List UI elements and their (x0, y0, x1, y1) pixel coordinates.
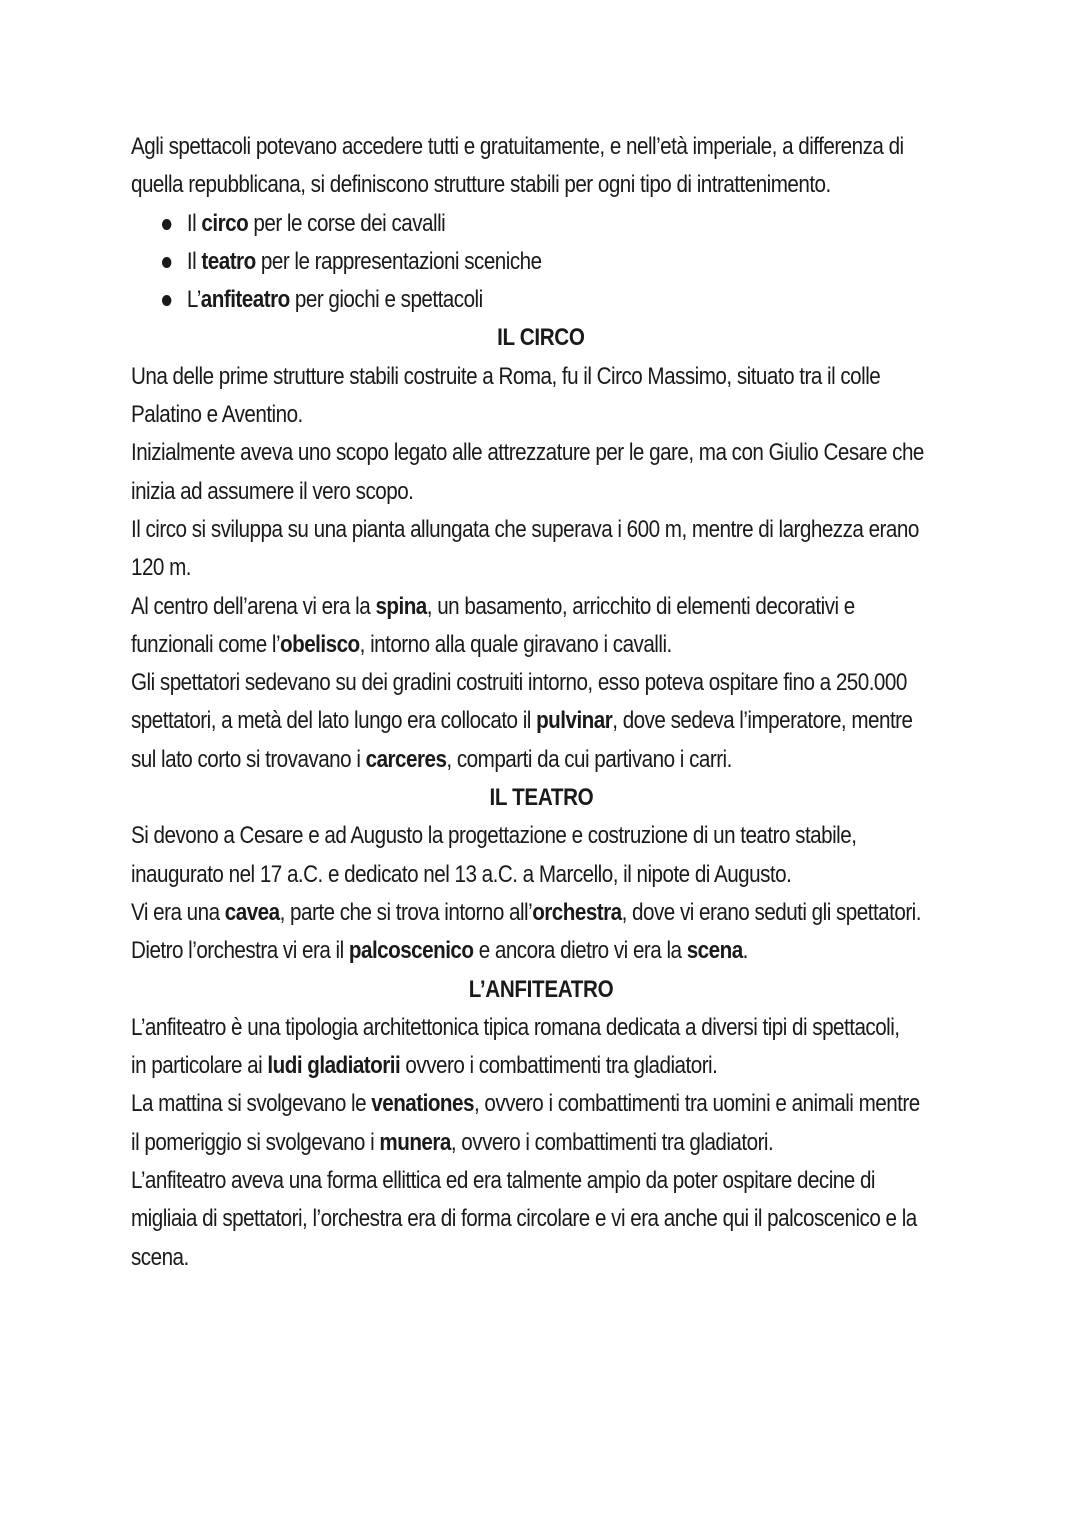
intro-line-2: quella repubblicana, si definiscono strutture stabili per ogni tipo di intrattenimento. (131, 171, 831, 199)
term: palcoscenico (348, 937, 474, 965)
term: scena (686, 937, 743, 965)
term: orchestra (532, 898, 622, 926)
paragraph-line: 120 m. (131, 554, 192, 582)
section-heading-teatro: IL TEATRO (489, 784, 593, 812)
term: cavea (224, 898, 280, 926)
paragraph-line: Il circo si sviluppa su una pianta allungata che superava i 600 m, mentre di larghezza erano (131, 515, 919, 543)
term: spina (375, 592, 427, 620)
section-heading-circo: IL CIRCO (497, 324, 585, 352)
bullet-icon (162, 257, 171, 268)
list-item: Il teatro per le rappresentazioni sceniche (131, 243, 836, 281)
paragraph-line: Gli spettatori sedevano su dei gradini costruiti intorno, esso poteva ospitare fino a 250.000 (131, 669, 907, 697)
paragraph-line: migliaia di spettatori, l’orchestra era di forma circolare e vi era anche qui il palcoscenico e la (131, 1205, 917, 1233)
term: circo (201, 209, 249, 237)
bullet-icon (162, 219, 171, 230)
paragraph-line: inizia ad assumere il vero scopo. (131, 477, 414, 505)
document-page (131, 128, 951, 1277)
intro-line-1: Agli spettacoli potevano accedere tutti e gratuitamente, e nell’età imperiale, a differenza di (131, 133, 904, 160)
paragraph-line: Si devono a Cesare e ad Augusto la progettazione e costruzione di un teatro stabile, (131, 822, 857, 850)
list-item: Il circo per le corse dei cavalli (131, 205, 836, 243)
term: carceres (365, 745, 447, 773)
paragraph-line: La mattina si svolgevano le venationes, ovvero i combattimenti tra uomini e animali mentre (131, 1090, 920, 1118)
paragraph-line: in particolare ai ludi gladiatorii ovvero i combattimenti tra gladiatori. (131, 1052, 718, 1080)
paragraph-line: sul lato corto si trovavano i carceres, comparti da cui partivano i carri. (131, 745, 732, 773)
term: venationes (371, 1090, 474, 1118)
term: ludi gladiatorii (267, 1052, 401, 1080)
paragraph-line: L’anfiteatro è una tipologia architettonica tipica romana dedicata a diversi tipi di spettacoli, (131, 1013, 900, 1041)
bullet-icon (162, 295, 171, 306)
paragraph-line: scena. (131, 1243, 189, 1271)
term: teatro (201, 247, 256, 275)
term: anfiteatro (200, 286, 290, 314)
section-heading-anfiteatro: L’ANFITEATRO (468, 975, 614, 1003)
paragraph-line: inaugurato nel 17 a.C. e dedicato nel 13 a.C. a Marcello, il nipote di Augusto. (131, 860, 792, 888)
paragraph-line: Una delle prime strutture stabili costruite a Roma, fu il Circo Massimo, situato tra il colle (131, 362, 881, 390)
term: pulvinar (536, 707, 613, 735)
list-item: L’anfiteatro per giochi e spettacoli (131, 281, 836, 319)
paragraph-line: Vi era una cavea, parte che si trova intorno all’orchestra, dove vi erano seduti gli spettatori. (131, 898, 921, 926)
paragraph-line: spettatori, a metà del lato lungo era collocato il pulvinar, dove sedeva l’imperatore, mentre (131, 707, 913, 735)
paragraph-line: il pomeriggio si svolgevano i munera, ovvero i combattimenti tra gladiatori. (131, 1128, 774, 1156)
term: munera (379, 1128, 451, 1156)
paragraph-line: funzionali come l’obelisco, intorno alla quale giravano i cavalli. (131, 630, 672, 658)
paragraph-line: Dietro l’orchestra vi era il palcoscenico e ancora dietro vi era la scena. (131, 937, 748, 965)
term: obelisco (280, 630, 360, 658)
paragraph-line: Inizialmente aveva uno scopo legato alle attrezzature per le gare, ma con Giulio Cesare che (131, 439, 924, 467)
paragraph-line: Palatino e Aventino. (131, 401, 303, 429)
paragraph-line: Al centro dell’arena vi era la spina, un basamento, arricchito di elementi decorativi e (131, 592, 855, 620)
paragraph-line: L’anfiteatro aveva una forma ellittica ed era talmente ampio da poter ospitare decine di (131, 1167, 875, 1195)
